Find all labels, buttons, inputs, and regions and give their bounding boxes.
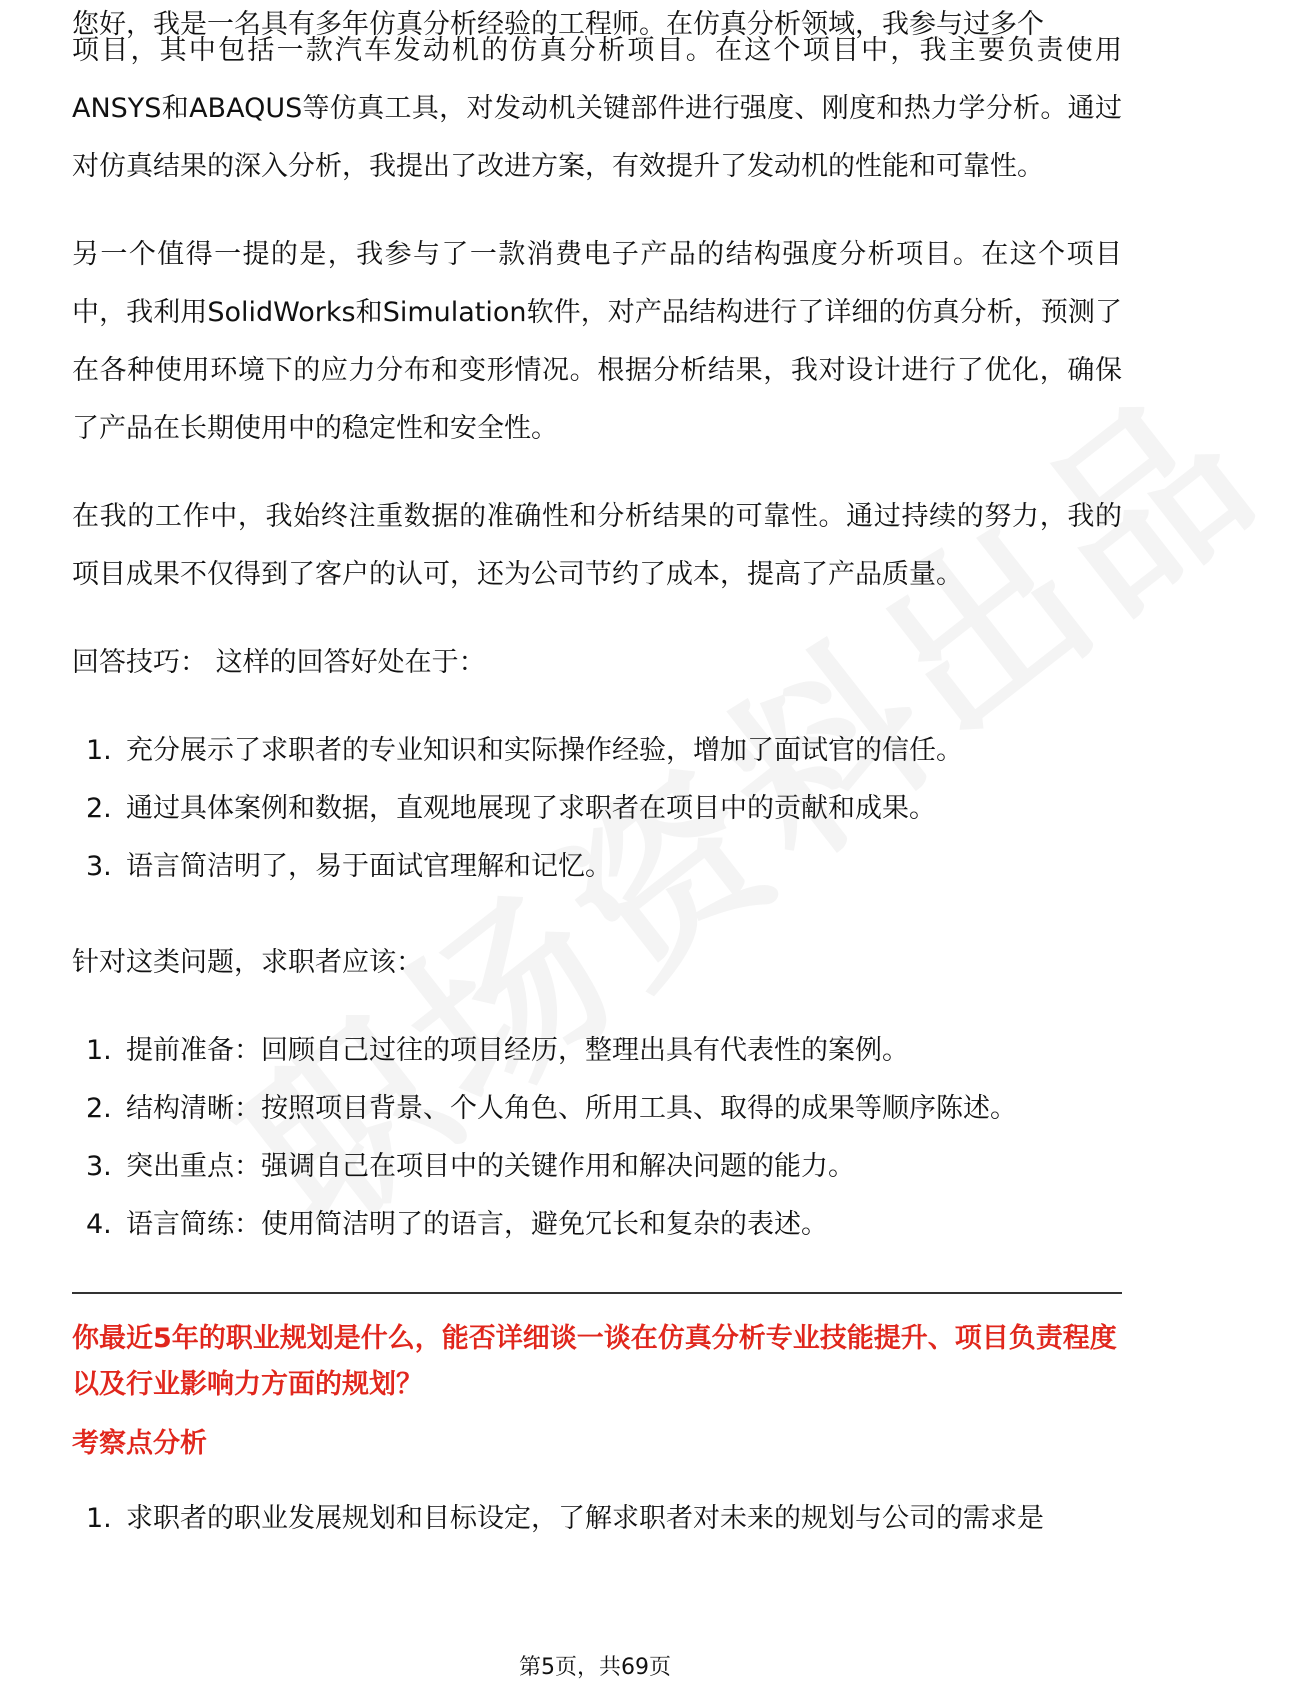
list-text: 结构清晰：按照项目背景、个人角色、所用工具、取得的成果等顺序陈述。 xyxy=(126,1093,1017,1124)
page-content xyxy=(72,9,1122,1586)
page-footer: 第5页，共69页 xyxy=(519,1655,671,1680)
list-item xyxy=(72,1196,1122,1254)
list-number: 2. xyxy=(86,793,112,824)
list-item xyxy=(72,1080,1122,1138)
advice-heading: 针对这类问题，求职者应该： xyxy=(72,947,423,978)
paragraph-engine-project: 项目，其中包括一款汽车发动机的仿真分析项目。在这个项目中，我主要负责使用ANSYS和ABAQUS等仿真工具，对发动机关键部件进行强度、刚度和热力学分析。通过对仿真结果的深入分析，我提出了改进方案，有效提升了发动机的性能和可靠性。 xyxy=(72,35,1122,182)
list-item xyxy=(72,1022,1122,1080)
list-text: 充分展示了求职者的专业知识和实际操作经验，增加了面试官的信任。 xyxy=(126,735,963,766)
list-item xyxy=(72,1490,1122,1548)
section-divider xyxy=(72,1292,1122,1294)
list-number: 2. xyxy=(86,1093,112,1124)
list-item xyxy=(72,722,1122,780)
tips-heading: 回答技巧： 这样的回答好处在于： xyxy=(72,647,486,678)
list-number: 1. xyxy=(86,1035,112,1066)
analysis-title: 考察点分析 xyxy=(72,1428,207,1459)
list-number: 4. xyxy=(86,1209,112,1240)
list-text: 提前准备：回顾自己过往的项目经历，整理出具有代表性的案例。 xyxy=(126,1035,909,1066)
paragraph-work-results: 在我的工作中，我始终注重数据的准确性和分析结果的可靠性。通过持续的努力，我的项目成果不仅得到了客户的认可，还为公司节约了成本，提高了产品质量。 xyxy=(72,501,1122,590)
list-text: 突出重点：强调自己在项目中的关键作用和解决问题的能力。 xyxy=(126,1151,855,1182)
interview-question: 你最近5年的职业规划是什么，能否详细谈一谈在仿真分析专业技能提升、项目负责程度以及行业影响力方面的规划？ xyxy=(72,1323,1117,1400)
tips-list xyxy=(72,722,1122,896)
list-item xyxy=(72,780,1122,838)
list-item xyxy=(72,1138,1122,1196)
list-text: 语言简洁明了，易于面试官理解和记忆。 xyxy=(126,851,612,882)
paragraph-electronics-project: 另一个值得一提的是，我参与了一款消费电子产品的结构强度分析项目。在这个项目中，我利用SolidWorks和Simulation软件，对产品结构进行了详细的仿真分析，预测了在各种使用环境下的应力分布和变形情况。根据分析结果，我对设计进行了优化，确保了产品在长期使用中的稳定性和安全性。 xyxy=(72,239,1122,444)
analysis-list xyxy=(72,1490,1122,1548)
list-number: 1. xyxy=(86,1503,112,1534)
cut-off-text-line: 您好，我是一名具有多年仿真分析经验的工程师。在仿真分析领域，我参与过多个 xyxy=(72,9,1044,40)
advice-list xyxy=(72,1022,1122,1254)
list-text: 语言简练：使用简洁明了的语言，避免冗长和复杂的表述。 xyxy=(126,1209,828,1240)
list-number: 1. xyxy=(86,735,112,766)
list-number: 3. xyxy=(86,851,112,882)
list-text: 通过具体案例和数据，直观地展现了求职者在项目中的贡献和成果。 xyxy=(126,793,936,824)
list-number: 3. xyxy=(86,1151,112,1182)
list-item xyxy=(72,838,1122,896)
list-text: 求职者的职业发展规划和目标设定，了解求职者对未来的规划与公司的需求是 xyxy=(126,1503,1044,1534)
